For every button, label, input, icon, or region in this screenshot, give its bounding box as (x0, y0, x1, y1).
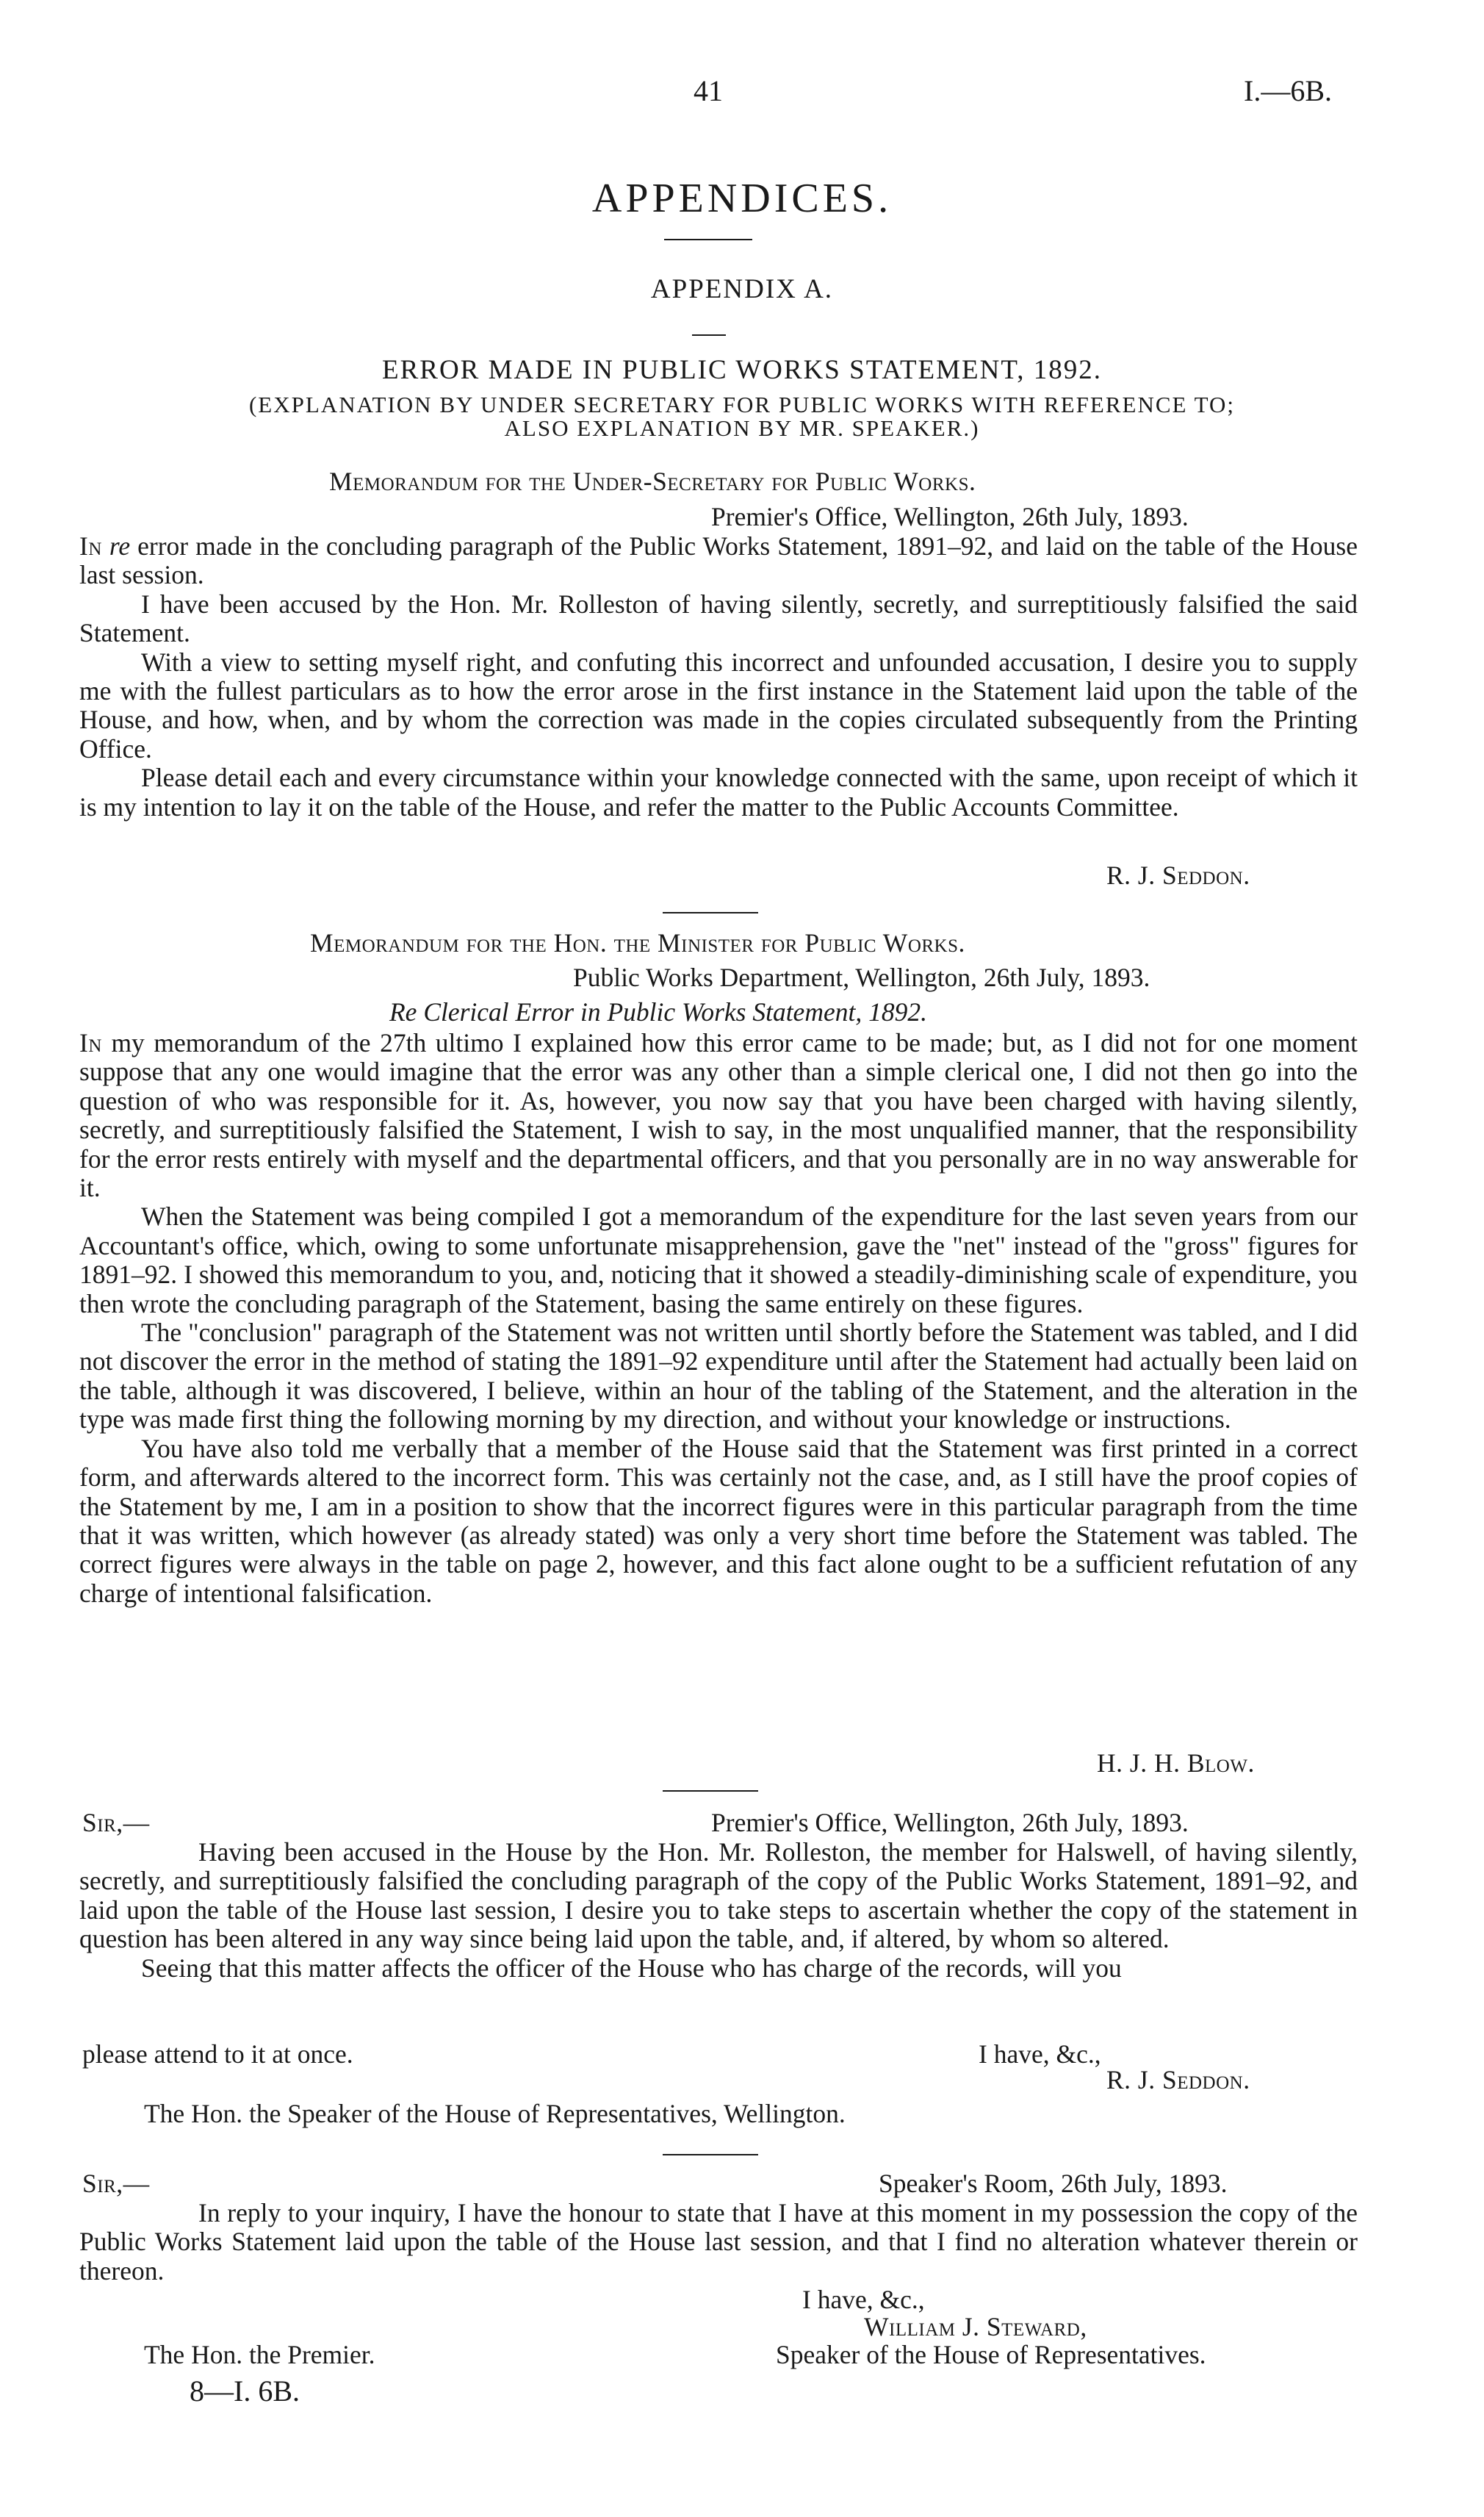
footer-signature-mark: 8—I. 6B. (190, 2374, 300, 2408)
memo2-heading: Memorandum for the Hon. the Minister for Public Works. (310, 928, 965, 958)
memo1-paragraph-1 (79, 532, 1358, 590)
letter1-paragraph-2-end: please attend to it at once. (82, 2039, 353, 2069)
subheading-line-1: (EXPLANATION BY UNDER SECRETARY FOR PUBLIC WORKS WITH REFERENCE TO; (248, 392, 1236, 417)
letter1-closing: I have, &c., (979, 2039, 1101, 2069)
memo2-paragraph-4: You have also told me verbally that a member of the House said that the Statement was first printed in a correct form, and afterwards altered to the incorrect form. This was certainly not the case, and, as I still have the proof copies of the Statement by me, I am in a position to show that the incorrect figures were in this particular paragraph from the time that it was written, which however (as already stated) was only a very short time before the Statement was tabled. The correct figures were always in the table on page 2, however, and this fact alone ought to be a sufficient refutation of any charge of intentional falsification. (79, 1433, 1358, 1608)
memo2-subject: Re Clerical Error in Public Works Statement, 1892. (389, 997, 927, 1027)
subheading-line-2: ALSO EXPLANATION BY MR. SPEAKER.) (504, 415, 980, 441)
letter1-body (79, 1838, 1358, 1983)
appendix-rule (692, 334, 726, 336)
memo2-paragraph-3: The "conclusion" paragraph of the Statement was not written until shortly before the Statement was tabled, and I did not discover the error in the method of stating the 1891–92 expenditure until after the Statement had actually been laid on the table, although it was discovered, I believe, within an hour of the tabling of the Statement, and the alteration in the type was made first thing the following morning by my direction, and without your knowledge or instructions. (79, 1318, 1358, 1435)
memo2-divider (663, 1790, 758, 1792)
page-number: 41 (694, 74, 723, 107)
memo1-heading: Memorandum for the Under-Secretary for Public Works. (329, 467, 976, 496)
letter1-paragraph-1: Having been accused in the House by the Hon. Mr. Rolleston, the member for Halswell, of having silently, secretly, and surreptitiously falsified the concluding paragraph of the copy of the Public Works Statement, 1891–92, and laid upon the table of the House last session, I desire you to take steps to ascertain whether the copy of the statement in question has been altered in any way since being laid upon the table, and, if altered, by whom so altered. (79, 1837, 1358, 1954)
letter2-paragraph-1: In reply to your inquiry, I have the honour to state that I have at this moment in my possession the copy of the Public Works Statement laid upon the table of the House last session, and that I find no alteration whatever therein or thereon. (79, 2198, 1358, 2286)
memo2-p1-text: my memorandum of the 27th ultimo I explained how this error came to be made; but, as I did not for one moment suppose that any one would imagine that the error was any other than a simple clerical one, I did not then go into the question of who was responsible for it. As, however, you now say that you have been charged with having silently, secretly, and surreptitiously falsified the Statement, I wish to say, in the most unqualified manner, that the responsibility for the error rests entirely with myself and the departmental officers, and that you personally are in no way answerable for it. (79, 1028, 1358, 1203)
letter2-salutation: Sir,— (82, 2169, 150, 2198)
memo2-dateline: Public Works Department, Wellington, 26th July, 1893. (573, 963, 1150, 992)
memo1-p1-lead: In (79, 531, 102, 561)
memo1-p1-text: error made in the concluding paragraph of the Public Works Statement, 1891–92, and laid on the table of the House last session. (79, 531, 1358, 590)
letter1-dateline: Premier's Office, Wellington, 26th July, 1893. (711, 1808, 1189, 1837)
memo2-body (79, 1029, 1358, 1608)
letter2-dateline: Speaker's Room, 26th July, 1893. (879, 2169, 1228, 2198)
page-title: APPENDICES. (591, 176, 893, 221)
memo1-paragraph-3: With a view to setting myself right, and confuting this incorrect and unfounded accusation, I desire you to supply me with the fullest particulars as to how the error arose in the first instance in the Statement laid upon the table of the House, and how, when, and by whom the correction was made in the copies circulated subsequently from the Printing Office. (79, 647, 1358, 764)
letter2-closing: I have, &c., (802, 2285, 925, 2314)
memo1-paragraph-4: Please detail each and every circumstance within your knowledge connected with the same, upon receipt of which it is my intention to lay it on the table of the House, and refer the matter to the Public Accounts Committee. (79, 763, 1358, 822)
section-heading: ERROR MADE IN PUBLIC WORKS STATEMENT, 1892. (382, 355, 1102, 385)
letter1-signature: R. J. Seddon. (1106, 2065, 1250, 2094)
memo1-p1-re: re (109, 531, 131, 561)
letter1-addressee: The Hon. the Speaker of the House of Representatives, Wellington. (144, 2099, 846, 2128)
appendix-label: APPENDIX A. (650, 274, 834, 304)
memo1-divider (663, 912, 758, 913)
memo2-signature: H. J. H. Blow. (1097, 1748, 1255, 1778)
title-rule (664, 239, 752, 240)
letter2-body (79, 2199, 1358, 2286)
letter2-signature-title: Speaker of the House of Representatives. (776, 2340, 1206, 2369)
letter1-paragraph-2: Seeing that this matter affects the officer of the House who has charge of the records, will you (141, 1953, 1122, 1983)
memo1-paragraph-2: I have been accused by the Hon. Mr. Rolleston of having silently, secretly, and surreptitiously falsified the said Statement. (79, 589, 1358, 648)
letter2-signature: William J. Steward, (864, 2312, 1087, 2341)
memo1-dateline: Premier's Office, Wellington, 26th July, 1893. (711, 502, 1189, 531)
letter1-salutation: Sir,— (82, 1808, 150, 1837)
memo1-body (79, 532, 1358, 822)
memo2-paragraph-1 (79, 1029, 1358, 1202)
letter1-divider (663, 2154, 758, 2155)
memo2-paragraph-2: When the Statement was being compiled I got a memorandum of the expenditure for the last seven years from our Accountant's office, which, owing to some unfortunate misapprehension, gave the "net" instead of the "gross" figures for 1891–92. I showed this memorandum to you, and, noticing that it showed a steadily-diminishing scale of expenditure, you then wrote the concluding paragraph of the Statement, basing the same entirely on these figures. (79, 1202, 1358, 1318)
letter2-addressee: The Hon. the Premier. (144, 2340, 375, 2369)
memo2-p1-lead: In (79, 1028, 102, 1058)
memo1-signature: R. J. Seddon. (1106, 861, 1250, 890)
document-reference: I.—6B. (1244, 74, 1332, 107)
